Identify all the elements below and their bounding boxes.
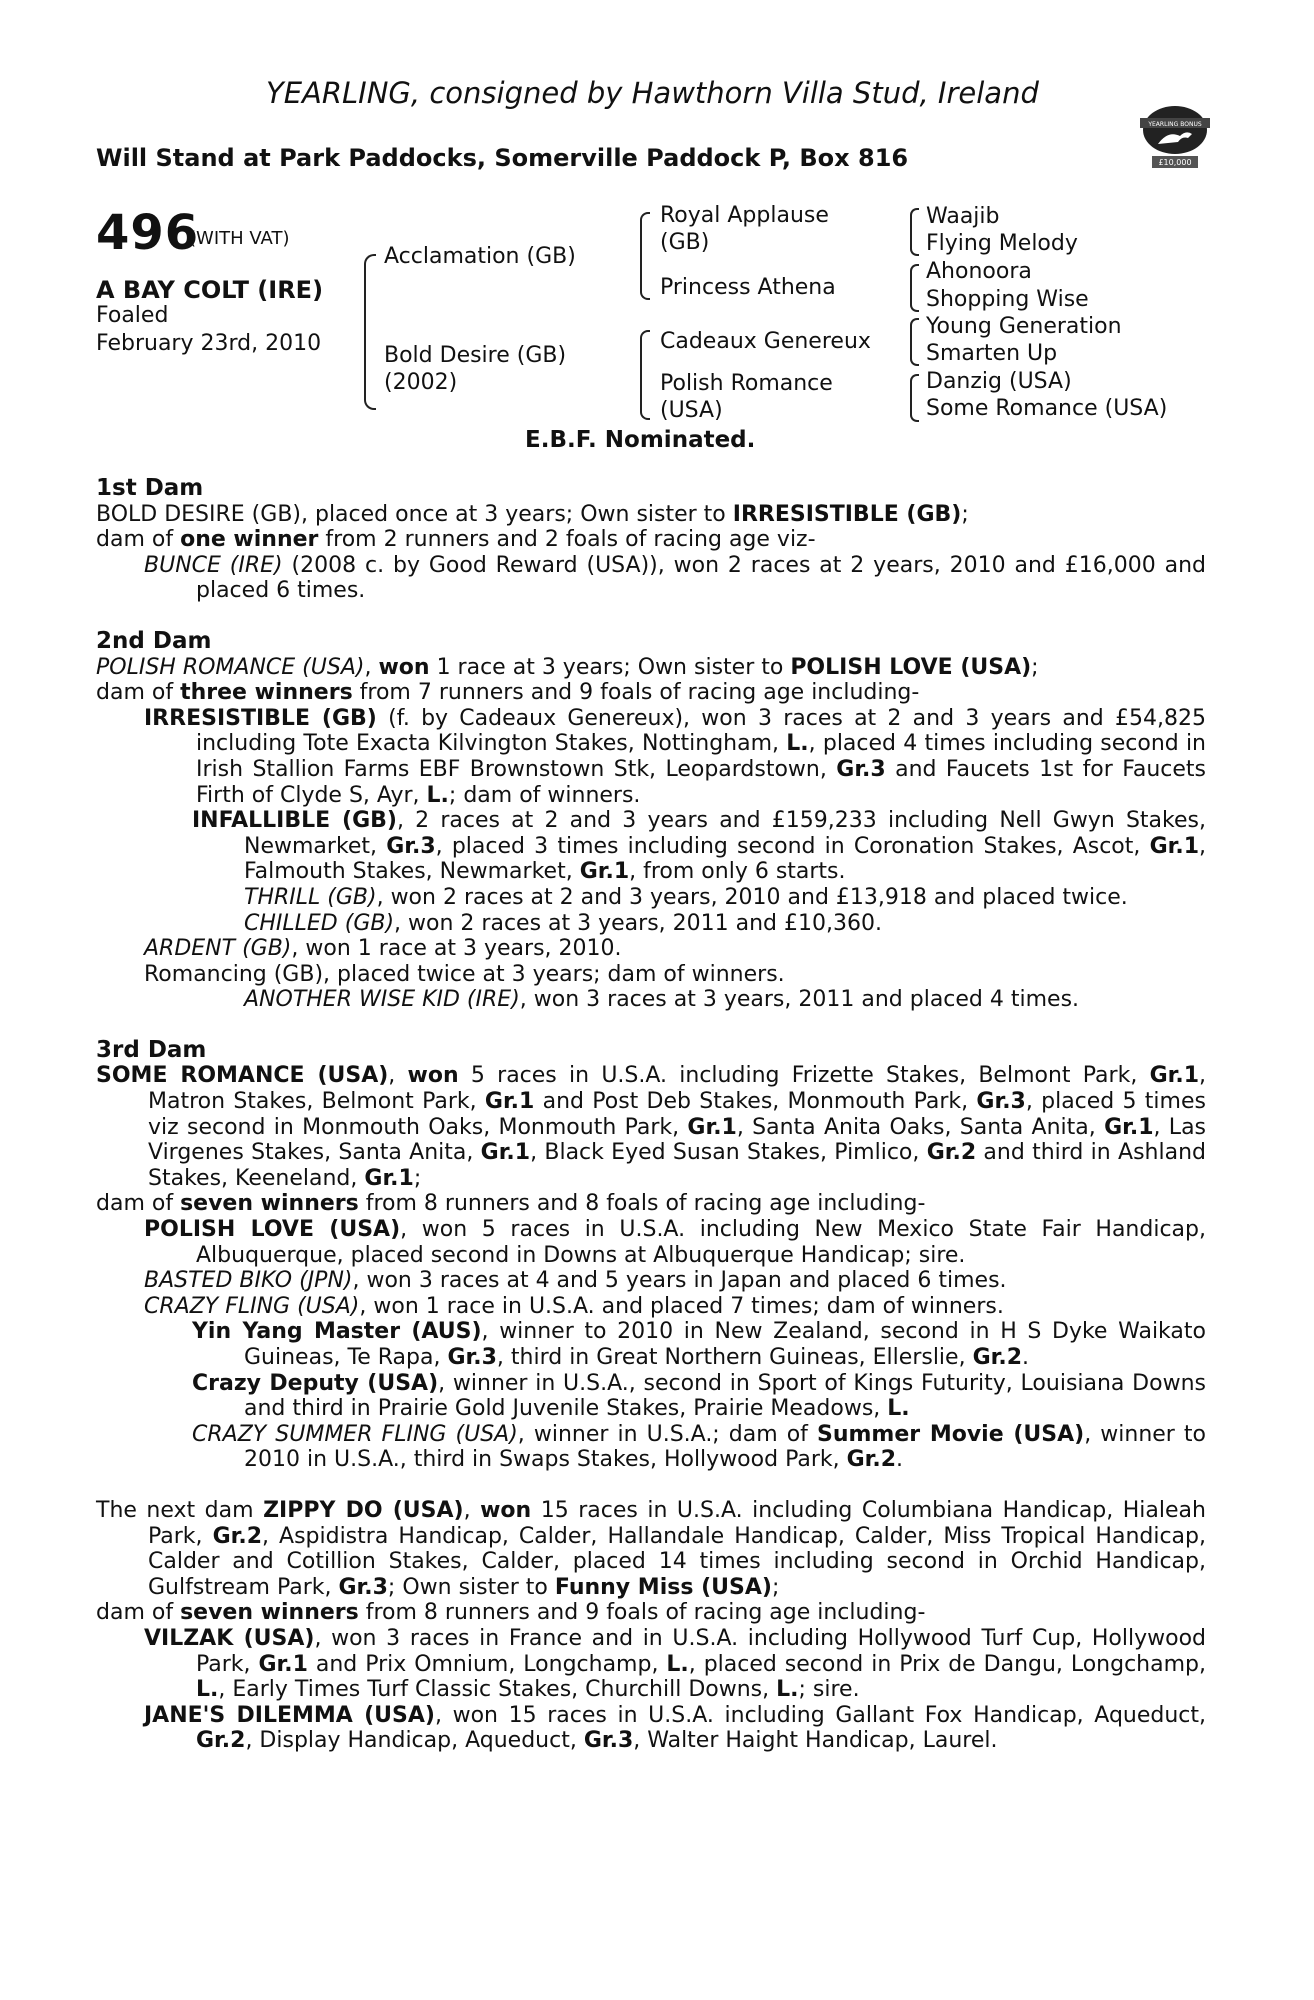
pedigree-brace — [364, 254, 376, 410]
pedigree-ggs-4: Danzig (USA) — [926, 369, 1072, 394]
produce-entry: ANOTHER WISE KID (IRE), won 3 races at 3 years, 2011 and placed 4 times. — [244, 987, 1080, 1013]
pedigree-dam-sire: Cadeaux Genereux — [660, 329, 871, 354]
pedigree-dam — [384, 342, 566, 396]
stand-location: Will Stand at Park Paddocks, Somerville Paddock P, Box 816 — [96, 144, 909, 172]
grandproduce-entry: CRAZY SUMMER FLING (USA), winner in U.S.A.; dam of Summer Movie (USA), winner to 2010 in U.S.A., third in Swaps Stakes, Hollywood Park, Gr.2. — [192, 1421, 1206, 1473]
produce-entry: CHILLED (GB), won 2 races at 3 years, 2011 and £10,360. — [244, 910, 882, 936]
pedigree-ggs-1: Waajib — [926, 204, 1000, 229]
badge-amount: £10,000 — [1158, 158, 1192, 167]
pedigree-ggd-3: Smarten Up — [926, 341, 1058, 366]
dam-entry: BOLD DESIRE (GB), placed once at 3 years; Own sister to IRRESISTIBLE (GB); — [96, 501, 969, 527]
lot-number: 496 — [96, 205, 200, 261]
section-heading: 3rd Dam — [96, 1036, 207, 1063]
produce-entry: THRILL (GB), won 2 races at 2 and 3 years, 2010 and £13,918 and placed twice. — [244, 884, 1128, 910]
catalogue-body — [96, 476, 1206, 1754]
horse-description: A BAY COLT (IRE) — [96, 276, 324, 304]
produce-entry: BASTED BIKO (JPN), won 3 races at 4 and 5 years in Japan and placed 6 times. — [144, 1268, 1007, 1294]
produce-entry: BUNCE (IRE) (2008 c. by Good Reward (USA)), won 2 races at 2 years, 2010 and £16,000 and placed 6 times. — [144, 552, 1207, 604]
pedigree-ggd-1: Flying Melody — [926, 231, 1078, 256]
pedigree-brace — [910, 318, 919, 366]
lot-vat: (WITH VAT) — [189, 228, 290, 249]
pedigree-ggs-3: Young Generation — [926, 314, 1122, 339]
pedigree-brace — [910, 374, 919, 422]
pedigree-brace — [640, 330, 650, 420]
dam-produce-summary: dam of three winners from 7 runners and 9 foals of racing age including- — [96, 680, 920, 706]
pedigree-sire-dam: Princess Athena — [660, 275, 836, 300]
dam-produce-summary: dam of one winner from 2 runners and 2 foals of racing age viz- — [96, 527, 816, 553]
produce-entry: JANE'S DILEMMA (USA), won 15 races in U.S.A. including Gallant Fox Handicap, Aqueduct, Gr.2, Display Handicap, Aqueduct, Gr.3, Walter Haight Handicap, Laurel. — [144, 1702, 1207, 1754]
section-heading: 1st Dam — [96, 475, 204, 501]
pedigree-dam-dam-line2: (USA) — [660, 398, 723, 423]
dam-entry: SOME ROMANCE (USA), won 5 races in U.S.A. including Frizette Stakes, Belmont Park, Gr.1, Matron Stakes, Belmont Park, Gr.1 and Post Deb Stakes, Monmouth Park, Gr.3, placed 5 times viz second in Monmouth Oaks, Monmouth Park, Gr.1, Santa Anita Oaks, Santa Anita, Gr.1, Las Virgenes Stakes, Santa Anita, Gr.1, Black Eyed Susan Stakes, Pimlico, Gr.2 and third in Ashland Stakes, Keeneland, Gr.1; — [96, 1063, 1207, 1191]
pedigree-sire-sire-line2: (GB) — [660, 230, 710, 255]
produce-entry: VILZAK (USA), won 3 races in France and in U.S.A. including Hollywood Turf Cup, Hollywood Park, Gr.1 and Prix Omnium, Longchamp, L., placed second in Prix de Dangu, Longchamp, L., Early Times Turf Classic Stakes, Churchill Downs, L.; sire. — [144, 1625, 1206, 1703]
badge-label: YEARLING BONUS — [1148, 121, 1202, 128]
pedigree-ggd-4: Some Romance (USA) — [926, 396, 1168, 421]
yearling-bonus-badge — [1130, 100, 1220, 170]
foaled-date: February 23rd, 2010 — [96, 331, 322, 356]
ebf-nomination: E.B.F. Nominated. — [525, 427, 756, 453]
produce-entry: INFALLIBLE (GB), 2 races at 2 and 3 years and £159,233 including Nell Gwyn Stakes, Newmarket, Gr.3, placed 3 times including second in Coronation Stakes, Ascot, Gr.1, Falmouth Stakes, Newmarket, Gr.1, from only 6 starts. — [192, 808, 1206, 885]
grandproduce-entry: Yin Yang Master (AUS), winner to 2010 in New Zealand, second in H S Dyke Waikato Guineas, Te Rapa, Gr.3, third in Great Northern Guineas, Ellerslie, Gr.2. — [192, 1319, 1206, 1370]
grandproduce-entry: Crazy Deputy (USA), winner in U.S.A., second in Sport of Kings Futurity, Louisiana Downs and third in Prairie Gold Juvenile Stakes, Prairie Meadows, L. — [192, 1370, 1206, 1422]
pedigree-dam-dam — [660, 370, 833, 424]
pedigree-ggs-2: Ahonoora — [926, 259, 1032, 284]
pedigree-brace — [910, 208, 919, 256]
pedigree-ggd-2: Shopping Wise — [926, 287, 1089, 312]
produce-entry: IRRESISTIBLE (GB) (f. by Cadeaux Genereux), won 3 races at 2 and 3 years and £54,825 including Tote Exacta Kilvington Stakes, Nottingham, L., placed 4 times including second in Irish Stallion Farms EBF Brownstown Stk, Leopardstown, Gr.3 and Faucets 1st for Faucets Firth of Clyde S, Ayr, L.; dam of winners. — [144, 705, 1207, 808]
foaled-info — [96, 302, 356, 358]
produce-entry: ARDENT (GB), won 1 race at 3 years, 2010. — [144, 936, 622, 962]
pedigree-sire-sire-line1: Royal Applause — [660, 203, 829, 228]
page-title: YEARLING, consigned by Hawthorn Villa Stud, Ireland — [266, 76, 1039, 110]
produce-entry: Romancing (GB), placed twice at 3 years; dam of winners. — [144, 961, 785, 987]
pedigree-dam-dam-line1: Polish Romance — [660, 371, 833, 396]
pedigree-dam-year: (2002) — [384, 370, 458, 395]
pedigree-brace — [910, 264, 919, 312]
produce-entry: CRAZY FLING (USA), won 1 race in U.S.A. and placed 7 times; dam of winners. — [144, 1293, 1004, 1319]
pedigree-dam-name: Bold Desire (GB) — [384, 343, 567, 368]
pedigree-sire: Acclamation (GB) — [384, 244, 576, 269]
section-heading: 2nd Dam — [96, 627, 212, 654]
pedigree-sire-sire — [660, 202, 829, 256]
pedigree-brace — [640, 212, 650, 300]
produce-entry: POLISH LOVE (USA), won 5 races in U.S.A. including New Mexico State Fair Handicap, Albuquerque, placed second in Downs at Albuquerque Handicap; sire. — [144, 1217, 1206, 1268]
dam-entry: The next dam ZIPPY DO (USA), won 15 races in U.S.A. including Columbiana Handicap, Hialeah Park, Gr.2, Aspidistra Handicap, Calder, Hallandale Handicap, Calder, Miss Tropical Handicap, Calder and Cotillion Stakes, Calder, placed 14 times including second in Orchid Handicap, Gulfstream Park, Gr.3; Own sister to Funny Miss (USA); — [96, 1497, 1206, 1600]
dam-produce-summary: dam of seven winners from 8 runners and 8 foals of racing age including- — [96, 1191, 926, 1217]
dam-entry: POLISH ROMANCE (USA), won 1 race at 3 years; Own sister to POLISH LOVE (USA); — [96, 654, 1039, 680]
foaled-label: Foaled — [96, 303, 169, 328]
dam-produce-summary: dam of seven winners from 8 runners and 9 foals of racing age including- — [96, 1600, 926, 1626]
